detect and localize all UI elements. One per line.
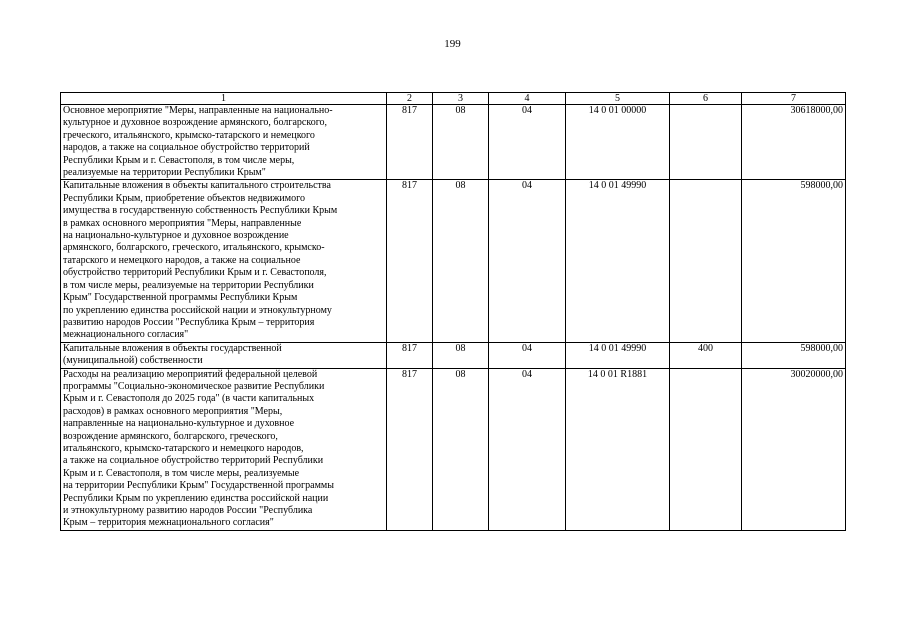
page-number: 199 bbox=[444, 38, 461, 50]
row-grbs: 817 bbox=[387, 105, 433, 180]
table-header-row bbox=[61, 93, 846, 105]
row-target-article: 14 0 01 00000 bbox=[566, 105, 670, 180]
table-row bbox=[61, 105, 846, 180]
row-expense-type: 400 bbox=[670, 342, 742, 368]
table-row bbox=[61, 368, 846, 530]
row-grbs: 817 bbox=[387, 368, 433, 530]
row-target-article: 14 0 01 49990 bbox=[566, 180, 670, 342]
row-amount: 30618000,00 bbox=[742, 105, 846, 180]
header-col-1: 1 bbox=[61, 93, 387, 105]
row-description: Основное мероприятие "Меры, направленные на национально- культурное и духовное возрождение армянского, болгарского, греческого, итальянского, крымско-татарского и немецкого народов, а также на социальное обустройство территорий Республики Крым и г. Севастополя, в том числе меры, реализуемые на территории Республики Крым" bbox=[61, 105, 387, 180]
header-col-6: 6 bbox=[670, 93, 742, 105]
header-col-5: 5 bbox=[566, 93, 670, 105]
row-description: Капитальные вложения в объекты капитального строительства Республики Крым, приобретение объектов недвижимого имущества в государственную собственность Республики Крым в рамках основного мероприятия "Меры, направленные на национально-культурное и духовное возрождение армянского, болгарского, греческого, итальянского, крымско- татарского и немецкого народов, а также на социальное обустройство территорий Республики Крым и г. Севастополя, в том числе меры, реализуемые на территории Республики Крым" Государственной программы Республики Крым по укреплению единства российской нации и этнокультурному развитию народов России "Республика Крым – территория межнационального согласия" bbox=[61, 180, 387, 342]
table-row bbox=[61, 342, 846, 368]
header-col-7: 7 bbox=[742, 93, 846, 105]
row-grbs: 817 bbox=[387, 342, 433, 368]
table-row bbox=[61, 180, 846, 342]
header-col-4: 4 bbox=[489, 93, 566, 105]
row-target-article: 14 0 01 49990 bbox=[566, 342, 670, 368]
row-subsection: 04 bbox=[489, 368, 566, 530]
row-amount: 598000,00 bbox=[742, 342, 846, 368]
row-subsection: 04 bbox=[489, 105, 566, 180]
row-description: Капитальные вложения в объекты государственной (муниципальной) собственности bbox=[61, 342, 387, 368]
header-col-2: 2 bbox=[387, 93, 433, 105]
header-col-3: 3 bbox=[433, 93, 489, 105]
row-description: Расходы на реализацию мероприятий федеральной целевой программы "Социально-экономическое развитие Республики Крым и г. Севастополя до 2025 года" (в части капитальных расходов) в рамках основного мероприятия "Меры, направленные на национально-культурное и духовное возрождение армянского, болгарского, греческого, итальянского, крымско-татарского и немецкого народов, а также на социальное обустройство территорий Республики Крым и г. Севастополя, в том числе меры, реализуемые на территории Республики Крым" Государственной программы Республики Крым по укреплению единства российской нации и этнокультурному развитию народов России "Республика Крым – территория межнационального согласия" bbox=[61, 368, 387, 530]
row-amount: 598000,00 bbox=[742, 180, 846, 342]
row-subsection: 04 bbox=[489, 342, 566, 368]
row-target-article: 14 0 01 R1881 bbox=[566, 368, 670, 530]
row-expense-type bbox=[670, 368, 742, 530]
row-section: 08 bbox=[433, 368, 489, 530]
row-section: 08 bbox=[433, 180, 489, 342]
row-section: 08 bbox=[433, 342, 489, 368]
row-amount: 30020000,00 bbox=[742, 368, 846, 530]
row-section: 08 bbox=[433, 105, 489, 180]
row-subsection: 04 bbox=[489, 180, 566, 342]
row-expense-type bbox=[670, 180, 742, 342]
row-grbs: 817 bbox=[387, 180, 433, 342]
row-expense-type bbox=[670, 105, 742, 180]
budget-table bbox=[60, 92, 846, 531]
